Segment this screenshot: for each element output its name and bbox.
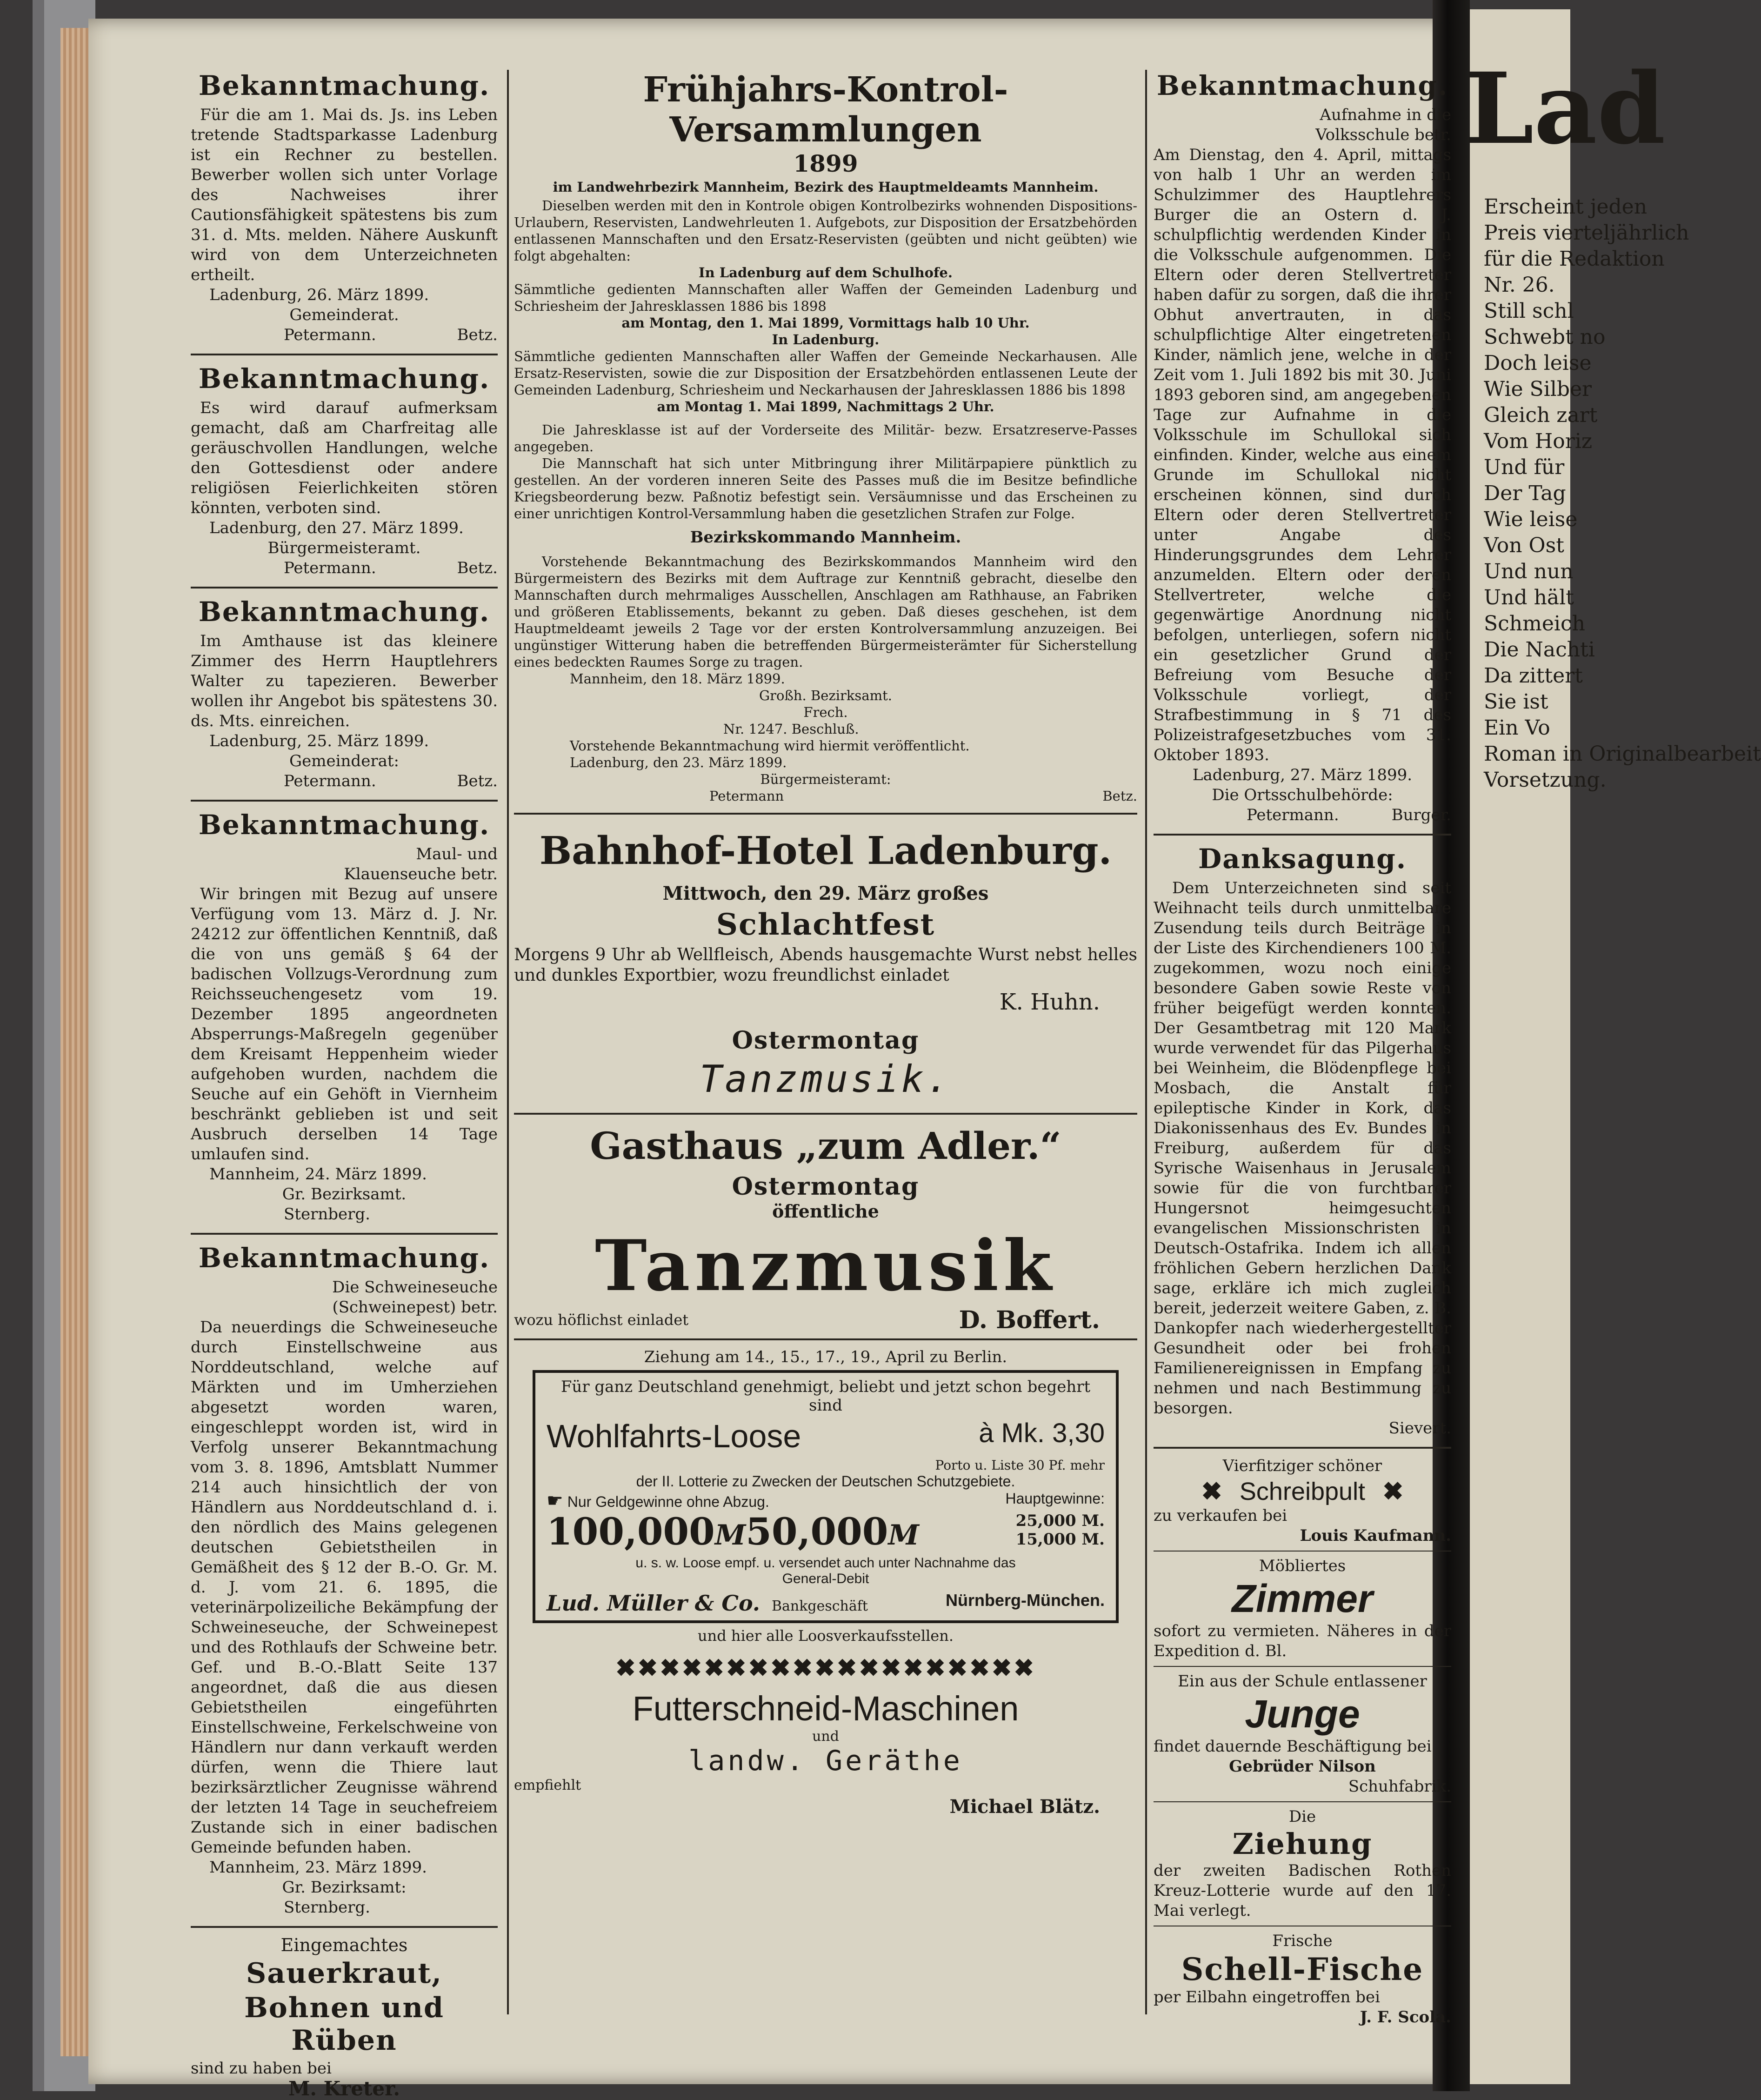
desk-ad <box>1154 1456 1451 1546</box>
adjacent-line: Und nun <box>1484 560 1574 583</box>
adler-public: öffentliche <box>772 1201 879 1222</box>
desk-row <box>1154 1476 1451 1506</box>
kontrol-note: Die Jahresklasse ist auf der Vorderseite des Militär- bezw. Ersatzreserve-Passes angegeben. <box>514 422 1137 455</box>
notice-signers <box>191 1204 498 1224</box>
danksagung-title: Danksagung. <box>1198 843 1407 875</box>
lottery-firm: Lud. Müller & Co. <box>547 1591 760 1616</box>
kontrol-text: Sämmtliche gedienten Mannschaften aller Waffen der Gemeinden Ladenburg und Schriesheim der Jahresklassen 1886 bis 1898 <box>514 281 1137 314</box>
notice-signer: Burger. <box>1391 806 1451 824</box>
divider <box>191 800 498 802</box>
lottery-name-row <box>547 1418 1105 1455</box>
adjacent-masthead: Lad <box>1465 51 1666 166</box>
ad-headline: Bohnen und Rüben <box>244 1992 444 2057</box>
adjacent-line: Ein Vo <box>1484 716 1550 740</box>
lottery-bank: Bankgeschäft <box>771 1598 868 1614</box>
column-right <box>1154 70 1451 2027</box>
lottery-points: und hier alle Loosverkaufsstellen. <box>697 1627 954 1645</box>
lottery-series: der II. Lotterie zu Zwecken der Deutschen Schutzgebiete. <box>636 1473 1015 1490</box>
adjacent-line: Wie Silber <box>1484 377 1592 401</box>
lottery-approved: Für ganz Deutschland genehmigt, beliebt und jetzt schon begehrt sind <box>560 1378 1091 1415</box>
futter-title: Futterschneid-Maschinen <box>632 1689 1019 1728</box>
lottery-price: à Mk. 3,30 <box>979 1418 1105 1448</box>
room-text: sofort zu vermieten. Näheres in der Expedition d. Bl. <box>1154 1622 1451 1660</box>
adjacent-line: Sie ist <box>1484 690 1548 714</box>
hotel-music: Tanzmusik. <box>700 1057 952 1101</box>
kontrol-intro: Dieselben werden mit den in Kontrole obigen Kontrolbezirks wohnenden Dispositions-Urlaubern, Reservisten, Landwehrleuten 1. Aufgebots, zur Disposition der Ersatzbehörden entlassenen Mannschaften und den Ersatz-Reservisten (geübten und nicht geübten) wie folgt abgehalten: <box>514 198 1137 264</box>
kontrol-note: Vorstehende Bekanntmachung wird hiermit veröffentlicht. <box>570 738 970 754</box>
hotel-ad <box>514 829 1137 1101</box>
lottery-box <box>533 1370 1119 1623</box>
lottery-debit: General-Debit <box>782 1571 869 1586</box>
ad-line: sind zu haben bei <box>191 2059 332 2078</box>
notice-office: Die Ortsschulbehörde: <box>1212 786 1393 804</box>
divider <box>191 587 498 589</box>
adler-invite-row <box>514 1306 1137 1334</box>
notice-subtitle: Aufnahme in die Volksschule betr. <box>1315 106 1451 144</box>
notice-signer: Petermann. <box>284 326 376 344</box>
desk-line: zu verkaufen bei <box>1154 1506 1287 1525</box>
room-line: Möbliertes <box>1259 1557 1346 1575</box>
divider <box>1154 1666 1451 1667</box>
notice-date: Ladenburg, 25. März 1899. <box>209 732 429 750</box>
x-icon: ✖ <box>1382 1476 1404 1506</box>
notice <box>191 800 498 1224</box>
notice-body: Am Dienstag, den 4. April, mittags von halb 1 Uhr an werden im Schulzimmer des Hauptlehrers Burger die an Ostern d. J. schulpflichtig werdenden Kinder in die Volksschule aufgenommen. Die Eltern oder deren Stellvertreter haben dafür zu sorgen, daß die ihrer Obhut anvertrauten, in das schulpflichtige Alter eingetretenen Kinder, nämlich jene, welche in der Zeit vom 1. Juli 1892 bis mit 30. Juni 1893 geboren sind, am angegebenen Tage zur Aufnahme in die Volksschule im Schullokal sich einfinden. Kinder, welche aus einem Grunde im Schullokal nicht erscheinen können, sind durch Eltern oder deren Stellvertreter unter Angabe des Hinderungsgrundes dem Lehrer anzumelden. Eltern oder deren Stellvertreter, welche die gegenwärtige Anordnung nicht befolgen, unterliegen, sofern nicht ein gesetzlicher Grund der Befreiung vom Besuche der Volksschule vorliegt, der Strafbestimmung in § 71 des Polizeistrafgesetzbuches vom 31. Oktober 1893. <box>1154 146 1451 764</box>
pointing-hand-icon: ☛ <box>547 1491 563 1511</box>
notice-signer: Sternberg. <box>284 1205 370 1224</box>
notice-signer: Petermann. <box>1247 806 1339 824</box>
danksagung-body: Dem Unterzeichneten sind seit Weihnacht teils durch unmittelbare Zusendung teils durch Beiträge in der Liste des Kirchendieners 100 M. zugekommen, wozu noch einige besondere Gaben sowie Reste von früher beigefügt werden konnten. Der Gesamtbetrag mit 120 Mark wurde verwendet für das Pilgerhaus bei Weinheim, die Blödenpflege bei Mosbach, die Anstalt für epileptische Kinder in Kork, das Diakonissenhaus des Ev. Bundes in Freiburg, außerdem für das Syrische Waisenhaus in Jerusalem sowie für die von furchtbarer Hungersnot heimgesuchten evangelischen Missionschristen in Deutsch-Ostafrika. Indem ich allen fröhlichen Gebern herzlichen Dank sage, erkläre ich mich zugleich bereit, jederzeit weitere Gaben, z. B. Dankopfer nach wiederhergestellter Gesundheit oder bei frohen Familienereignissen in Empfang zu nehmen und nach Bestimmung zu besorgen. <box>1154 879 1451 1418</box>
room-title: Zimmer <box>1232 1577 1373 1620</box>
kontrol-office: Großh. Bezirksamt. <box>759 688 892 703</box>
notice-office: Gemeinderat: <box>289 752 399 770</box>
notice-title: Bekanntmachung. <box>198 596 490 628</box>
notice-signer: Betz. <box>457 326 498 344</box>
notice-subtitle: Maul- und Klauenseuche betr. <box>344 845 498 883</box>
adjacent-line: für die Redaktion <box>1484 247 1665 271</box>
lottery-porto: Porto u. Liste 30 Pf. mehr <box>935 1458 1105 1473</box>
desk-signer: Louis Kaufmann. <box>1300 1526 1451 1545</box>
kontrol-title: Frühjahrs-Kontrol-Versammlungen <box>643 70 1008 150</box>
notice-date: Mannheim, 24. März 1899. <box>209 1165 427 1184</box>
kontrol-ref: Nr. 1247. Beschluß. <box>723 721 859 737</box>
boy-line: Ein aus der Schule entlassener <box>1178 1672 1427 1691</box>
notice-body: Es wird darauf aufmerksam gemacht, daß am Charfreitag alle geräuschvollen Handlungen, welche den Gottesdienst oder andere religiösen Feierlichkeiten stören könnten, verboten sind. <box>191 399 498 517</box>
boy-firm: Gebrüder Nilson <box>1229 1757 1376 1776</box>
adjacent-line: Doch leise <box>1484 351 1592 375</box>
draw-title: Ziehung <box>1232 1827 1373 1861</box>
lottery-draw: Ziehung am 14., 15., 17., 19., April zu Berlin. <box>644 1348 1007 1366</box>
futter-ad <box>514 1689 1137 1818</box>
kontrol-signer: Frech. <box>803 704 848 720</box>
room-ad <box>1154 1556 1451 1661</box>
kontrol-place: In Ladenburg auf dem Schulhofe. <box>699 265 953 281</box>
lottery-prize: 50,000 <box>746 1510 888 1553</box>
notice-signer: Petermann. <box>284 772 376 790</box>
boy-title: Junge <box>1245 1692 1360 1736</box>
notice-office: Gemeinderat. <box>289 306 399 324</box>
fish-line: per Eilbahn eingetroffen bei <box>1154 1988 1381 2006</box>
draw-text: der zweiten Badischen Rothen Kreuz-Lotterie wurde auf den 17. Mai verlegt. <box>1154 1861 1451 1920</box>
notice-signer: Sternberg. <box>284 1898 370 1917</box>
notice <box>191 354 498 578</box>
kontrol-notice <box>514 70 1137 804</box>
kontrol-district: im Landwehrbezirk Mannheim, Bezirk des Hauptmeldeamts Mannheim. <box>553 179 1099 195</box>
lottery-small-prizes <box>1016 1511 1105 1549</box>
adjacent-line: Nr. 26. <box>1484 273 1555 297</box>
draw-line: Die <box>1288 1807 1316 1826</box>
notice-date: Mannheim, 23. März 1899. <box>209 1858 427 1877</box>
divider <box>191 1926 498 1928</box>
hotel-name: Bahnhof-Hotel Ladenburg. <box>539 829 1112 873</box>
notice-office: Gr. Bezirksamt. <box>282 1185 407 1204</box>
notice-signers <box>191 558 498 578</box>
adler-music: Tanzmusik <box>595 1225 1056 1307</box>
notice-date: Ladenburg, den 27. März 1899. <box>209 519 464 537</box>
adjacent-line: Roman in Originalbearbeit <box>1484 742 1761 766</box>
hotel-day: Ostermontag <box>732 1026 920 1055</box>
x-icon: ✖ <box>1201 1476 1222 1506</box>
notice-office: Bürgermeisteramt. <box>267 539 421 557</box>
notice-body: Für die am 1. Mai ds. Js. ins Leben tretende Stadtsparkasse Ladenburg ist ein Rechner zu bestellen. Bewerber wollen sich unter Vorlage des Nachweises ihrer Cautionsfähigkeit spätestens bis zum 31. d. Mts. melden. Nähere Auskunft wird von dem Unterzeichneten ertheilt. <box>191 106 498 284</box>
notice-title: Bekanntmachung. <box>1156 70 1448 101</box>
fish-signer: J. F. Scola. <box>1360 2008 1451 2026</box>
lottery-etc: u. s. w. Loose empf. u. versendet auch unter Nachnahme das <box>635 1555 1016 1571</box>
kontrol-note: Vorstehende Bekanntmachung des Bezirkskommandos Mannheim wird den Bürgermeistern des Bezirks mit dem Auftrage zur Kenntniß gebracht, dieselbe den Mannschaften durch mehrmaliges Ausschellen, Anschlagen am Rathhause, an Fabriken und größeren Etablissements, bekannt zu geben. Daß dieses geschehen, ist dem Hauptmeldeamt jeweils 2 Tage vor der ersten Kontrolversammlung anzuzeigen. Bei ungünstiger Witterung haben die betreffenden Bürgermeisterämter für Sicherstellung eines bedeckten Raumes Sorge zu tragen. <box>514 554 1137 670</box>
lottery-currency: M <box>714 1519 746 1552</box>
ad-line: Eingemachtes <box>280 1935 408 1955</box>
divider <box>191 354 498 355</box>
adjacent-line: Preis vierteljährlich <box>1484 221 1689 245</box>
adler-name: Gasthaus „zum Adler.“ <box>590 1124 1061 1168</box>
lottery-currency: M <box>888 1519 919 1552</box>
lottery-firm-row <box>547 1591 1105 1616</box>
column-left <box>191 70 498 2099</box>
danksagung-signer: Sievert. <box>1388 1419 1451 1438</box>
kontrol-signers <box>514 788 1137 804</box>
kontrol-office: Bürgermeisteramt: <box>760 771 891 787</box>
notice-title: Bekanntmachung. <box>198 1242 490 1274</box>
adjacent-line: Vom Horiz <box>1484 429 1593 453</box>
notice-signers <box>1154 805 1451 825</box>
desk-title: Schreibpult <box>1239 1478 1366 1505</box>
notice-title: Bekanntmachung. <box>198 363 490 395</box>
adjacent-line: Schmeich <box>1484 612 1585 635</box>
kontrol-date: Ladenburg, den 23. März 1899. <box>570 755 787 770</box>
adjacent-line: Gleich zart <box>1484 403 1598 427</box>
lottery-prize: 15,000 M. <box>1015 1530 1105 1549</box>
divider <box>191 1233 498 1235</box>
desk-line: Vierfitziger schöner <box>1222 1457 1382 1475</box>
x-border-row: ✖✖✖✖✖✖✖✖✖✖✖✖✖✖✖✖✖✖✖ <box>615 1654 1036 1682</box>
notice <box>191 1233 498 1918</box>
notice-signers <box>191 325 498 345</box>
lottery-prizes <box>547 1511 1105 1555</box>
notice-subtitle: Die Schweineseuche (Schweinepest) betr. <box>332 1278 498 1317</box>
fish-title: Schell-Fische <box>1181 1951 1424 1987</box>
fish-line: Frische <box>1272 1932 1333 1950</box>
column-divider <box>1145 70 1147 2014</box>
adjacent-line: Da zittert <box>1484 664 1583 688</box>
adjacent-line: Vorsetzung. <box>1484 768 1607 792</box>
adjacent-line: Wie leise <box>1484 508 1578 531</box>
adjacent-line: Erscheint jeden <box>1484 195 1648 219</box>
notice-signer: Betz. <box>457 772 498 790</box>
lottery-cash: Nur Geldgewinne ohne Abzug. <box>567 1493 769 1510</box>
kontrol-time: am Montag, den 1. Mai 1899, Vormittags halb 10 Uhr. <box>621 315 1030 331</box>
futter-sign-row <box>514 1777 1137 1818</box>
boy-line: findet dauernde Beschäftigung bei <box>1154 1737 1432 1756</box>
divider <box>1154 1447 1451 1449</box>
boy-line: Schuhfabrik. <box>1348 1777 1451 1796</box>
hotel-signer: K. Huhn. <box>999 989 1100 1015</box>
column-middle <box>514 70 1137 1818</box>
column-divider <box>507 70 509 2014</box>
kontrol-signer: Petermann <box>709 788 784 804</box>
ad-headline: Sauerkraut, <box>246 1957 442 1990</box>
futter-und: und <box>812 1728 839 1745</box>
adler-signer: D. Boffert. <box>959 1306 1100 1334</box>
notice-title: Bekanntmachung. <box>198 70 490 101</box>
notice-body: Im Amthause ist das kleinere Zimmer des Herrn Hauptlehrers Walter zu tapezieren. Bewerber wollen ihr Angebot bis spätestens 30. ds. Mts. einreichen. <box>191 632 498 730</box>
hotel-text: Morgens 9 Uhr ab Wellfleisch, Abends hausgemachte Wurst nebst helles und dunkles Exportbier, wozu freundlichst einladet <box>514 945 1137 985</box>
notice-signer: Betz. <box>457 559 498 577</box>
adjacent-line: Schwebt no <box>1484 325 1606 349</box>
kontrol-signer: Betz. <box>1102 788 1137 804</box>
futter-signer: Michael Blätz. <box>949 1796 1100 1818</box>
divider <box>1154 1801 1451 1802</box>
adjacent-line: Der Tag <box>1484 482 1566 505</box>
notice-body: Wir bringen mit Bezug auf unsere Verfügung vom 13. März d. J. Nr. 24212 zur öffentlichen Kenntniß, daß die von uns gemäß § 64 der badischen Vollzugs-Verordnung zum Reichsseuchengesetz vom 19. Dezember 1895 angeordneten Absperrungs-Maßregeln gegenüber dem Kreisamt Heppenheim wieder aufgehoben wurden, nachdem die Seuche auf ein Gehöft in Viernheim beschränkt geblieben ist und seit Ausbruch derselben 14 Tage umlaufen sind. <box>191 885 498 1164</box>
notice-title: Bekanntmachung. <box>198 809 490 841</box>
hotel-event: Schlachtfest <box>716 907 935 942</box>
hotel-date: Mittwoch, den 29. März großes <box>662 883 989 904</box>
adler-day: Ostermontag <box>732 1172 920 1201</box>
ad-signer: M. Kreter. <box>288 2077 400 2100</box>
lottery-city: Nürnberg-München. <box>946 1591 1105 1610</box>
lottery-ad <box>514 1348 1137 1645</box>
adjacent-line: Und hält <box>1484 586 1574 609</box>
kontrol-note: Die Mannschaft hat sich unter Mitbringung ihrer Militärpapiere pünktlich zu gestellen. An der vorderen inneren Seite des Passes muß die im Besitze befindliche Kriegsbeorderung bezw. Paßnotiz befestigt sein. Versäumnisse und das Erscheinen zu einer unrichtigen Kontrol-Versammlung haben die gesetzlichen Strafen zur Folge. <box>514 455 1137 522</box>
notice-date: Ladenburg, 26. März 1899. <box>209 286 429 304</box>
notice-signers <box>191 771 498 791</box>
lottery-prize: 25,000 M. <box>1015 1511 1105 1530</box>
futter-recommend: empfiehlt <box>514 1777 581 1793</box>
notice-date: Ladenburg, 27. März 1899. <box>1192 766 1413 784</box>
lottery-name: Wohlfahrts-Loose <box>547 1418 801 1454</box>
kontrol-authority: Bezirkskommando Mannheim. <box>690 528 961 547</box>
kontrol-year: 1899 <box>793 150 858 177</box>
notice-body: Da neuerdings die Schweineseuche durch Einstellschweine aus Norddeutschland, welche auf Märkten und im Umherziehen abgesetzt worden waren, eingeschleppt worden ist, wird in Verfolg unserer Bekanntmachung vom 3. 8. 1896, Amtsblatt Nummer 214 auch hinsichtlich der von Händlern aus Norddeutschland d. i. den nördlich des Mains gelegenen deutschen Gebietstheilen in Gemäßheit des § 12 der B.-O. Gr. M. d. J. vom 21. 6. 1895, die veterinärpolizeiliche Bekämpfung der Schweineseuche, der Schweinepest und des Rothlaufs der Schweine betr. Gef. und B.-O.-Blatt Seite 137 angeordnet, daß die aus diesen Gebietstheilen eingeführten Einstellschweine, Ferkelschweine von Händlern nur dann verkauft werden dürfen, wenn die Thiere laut bezirksärztlicher Zeugnisse während der letzten 14 Tage in seuchefreiem Zustande sich in einer badischen Gemeinde befunden haben. <box>191 1318 498 1857</box>
kontrol-date: Mannheim, den 18. März 1899. <box>570 671 785 687</box>
sauerkraut-ad <box>191 1935 498 2099</box>
notice-signers <box>191 1898 498 1918</box>
futter-sub: landw. Geräthe <box>688 1745 963 1777</box>
lottery-cash-row <box>547 1490 1105 1511</box>
lottery-prize: 100,000 <box>547 1510 715 1553</box>
adjacent-line: Die Nachti <box>1484 638 1595 662</box>
notice-signer: Petermann. <box>284 559 376 577</box>
notice-office: Gr. Bezirksamt: <box>282 1878 407 1897</box>
adjacent-line: Still schl <box>1484 299 1574 323</box>
adjacent-line: Und für <box>1484 455 1565 479</box>
fish-ad <box>1154 1931 1451 2027</box>
draw-ad <box>1154 1807 1451 1921</box>
divider <box>514 1113 1137 1115</box>
adjacent-page <box>1465 9 1761 2084</box>
kontrol-text: Sämmtliche gedienten Mannschaften aller Waffen der Gemeinde Neckarhausen. Alle Ersatz-Reservisten, sowie die zur Disposition der Ersatzbehörden entlassenen Leute der Gemeinden Ladenburg, Schriesheim und Neckarhausen der Jahresklassen 1886 bis 1898 <box>514 348 1137 398</box>
adjacent-page-lines <box>1484 194 1761 793</box>
adjacent-line: Von Ost <box>1484 534 1564 557</box>
divider <box>1154 1551 1451 1552</box>
kontrol-place: In Ladenburg. <box>772 332 880 348</box>
divider <box>1154 834 1451 836</box>
adler-ad <box>514 1124 1137 1334</box>
adler-invite: wozu höflichst einladet <box>514 1311 689 1329</box>
lottery-main: Hauptgewinne: <box>1005 1490 1105 1507</box>
divider <box>514 813 1137 815</box>
notice <box>191 587 498 791</box>
notice <box>191 70 498 345</box>
divider <box>514 1338 1137 1340</box>
boy-ad <box>1154 1672 1451 1797</box>
kontrol-time: am Montag 1. Mai 1899, Nachmittags 2 Uhr. <box>657 399 994 415</box>
